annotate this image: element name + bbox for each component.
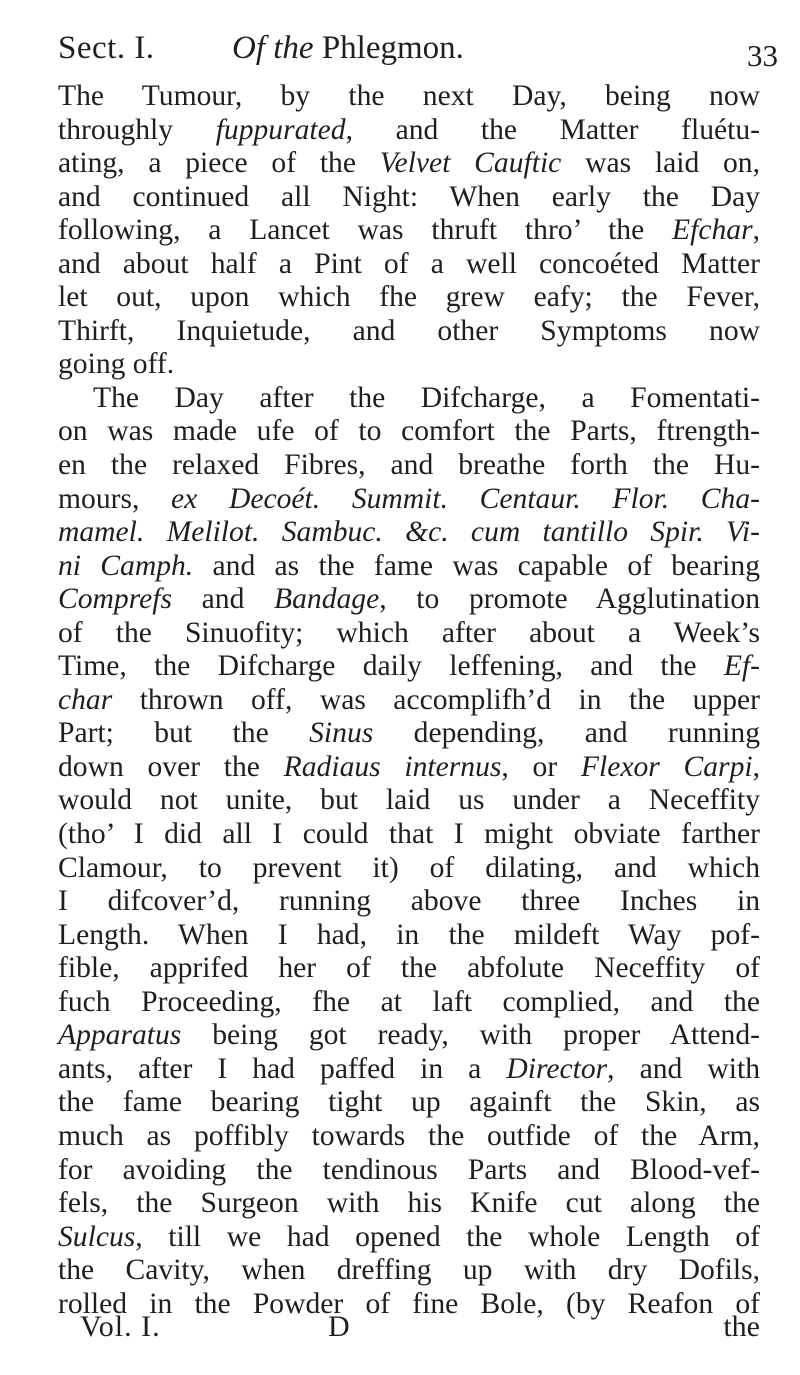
italic-text: Bandage bbox=[274, 583, 380, 616]
text-line bbox=[58, 784, 760, 818]
text-line bbox=[58, 1019, 760, 1053]
italic-text: mamel. Melilot. Sambuc. &c. cum tantillo Spir. Vi- bbox=[58, 516, 760, 549]
text-run: let out, upon which fhe grew eafy; the Fever, bbox=[58, 281, 760, 314]
italic-text: Director bbox=[506, 1052, 608, 1085]
text-run: and as the fame was capable of bearing bbox=[193, 549, 760, 582]
text-run: being got ready, with proper Attend- bbox=[181, 1019, 760, 1052]
text-run: the Cavity, when dreffing up with dry Dofils, bbox=[58, 1254, 760, 1287]
text-line bbox=[58, 516, 760, 550]
text-line bbox=[58, 1053, 760, 1087]
text-run: down over the bbox=[58, 750, 284, 783]
text-run: , and with bbox=[607, 1052, 760, 1085]
text-line bbox=[58, 717, 760, 751]
text-run: of the Sinuofity; which after about a Week’s bbox=[58, 616, 760, 649]
italic-text: Sinus bbox=[309, 717, 374, 750]
text-run: ants, after I had paffed in a bbox=[58, 1052, 507, 1085]
text-run: , and the Matter fluétu- bbox=[345, 113, 760, 146]
text-run: , bbox=[752, 750, 760, 783]
italic-text: Apparatus bbox=[58, 1019, 182, 1052]
text-line bbox=[58, 650, 760, 684]
text-run: en the relaxed Fibres, and breathe forth the Hu- bbox=[58, 449, 760, 482]
text-line bbox=[58, 919, 760, 953]
text-line bbox=[58, 684, 760, 718]
text-run: , bbox=[752, 214, 760, 247]
section-label: Sect. I. bbox=[58, 30, 155, 66]
text-run: would not unite, but laid us under a Neceffity bbox=[58, 784, 760, 817]
text-run: , or bbox=[501, 750, 581, 783]
text-run: depending, and running bbox=[373, 717, 760, 750]
text-line bbox=[58, 818, 760, 852]
running-head bbox=[58, 30, 778, 86]
italic-text: fuppurated bbox=[215, 113, 346, 146]
text-run: Length. When I had, in the mildeft Way pof- bbox=[58, 918, 760, 951]
text-line bbox=[58, 315, 760, 349]
italic-text: char bbox=[58, 683, 113, 716]
text-run: Part; but the bbox=[58, 717, 310, 750]
text-run: much as poffibly towards the outfide of the Arm, bbox=[58, 1119, 760, 1152]
text-line bbox=[58, 583, 760, 617]
text-line bbox=[58, 147, 760, 181]
italic-text: Radiaus internus bbox=[283, 750, 502, 783]
italic-text: ex Decoét. Summit. Centaur. Flor. Cha- bbox=[171, 482, 760, 515]
text-line bbox=[58, 1154, 760, 1188]
text-line bbox=[58, 248, 760, 282]
text-line bbox=[58, 415, 760, 449]
italic-text: ni Camph. bbox=[58, 549, 194, 582]
text-line bbox=[58, 449, 760, 483]
text-run: and bbox=[172, 583, 275, 616]
text-run: mours, bbox=[58, 482, 172, 515]
text-line bbox=[58, 80, 760, 114]
text-run: following, a Lancet was thruft thro’ the bbox=[58, 214, 673, 247]
text-line bbox=[58, 483, 760, 517]
catchword: the bbox=[723, 1310, 760, 1343]
text-run: on was made ufe of to comfort the Parts, ftrength- bbox=[58, 415, 760, 448]
text-line bbox=[58, 348, 760, 382]
text-run: Clamour, to prevent it) of dilating, and which bbox=[58, 851, 760, 884]
text-line bbox=[58, 550, 760, 584]
text-line bbox=[58, 617, 760, 651]
text-run: The Tumour, by the next Day, being now bbox=[58, 80, 760, 112]
text-line bbox=[58, 1187, 760, 1221]
text-run: rolled in the Powder of fine Bole, (by Reafon of bbox=[58, 1287, 760, 1320]
text-run: going off. bbox=[58, 348, 175, 381]
text-run: fible, apprifed her of the abfolute Neceffity of bbox=[58, 952, 760, 985]
text-line bbox=[58, 281, 760, 315]
text-run: fels, the Surgeon with his Knife cut along the bbox=[58, 1187, 760, 1220]
italic-text: Comprefs bbox=[58, 583, 172, 616]
italic-text: Efchar bbox=[672, 214, 753, 247]
text-line bbox=[58, 1254, 760, 1288]
page-number: 33 bbox=[747, 38, 778, 73]
text-run: for avoiding the tendinous Parts and Blood-vef- bbox=[58, 1153, 760, 1186]
text-line bbox=[58, 885, 760, 919]
running-title-prefix: Of the bbox=[232, 30, 314, 66]
text-run: the fame bearing tight up againft the Skin, as bbox=[58, 1086, 760, 1119]
text-line bbox=[58, 114, 760, 148]
text-line bbox=[58, 751, 760, 785]
text-line bbox=[58, 1120, 760, 1154]
text-line bbox=[58, 382, 760, 416]
text-run: (tho’ I did all I could that I might obviate farther bbox=[58, 818, 760, 851]
signature-letter: D bbox=[328, 1310, 350, 1343]
text-run: fuch Proceeding, fhe at laft complied, and the bbox=[58, 985, 760, 1018]
italic-text: Sulcus bbox=[58, 1220, 136, 1253]
text-line bbox=[58, 214, 760, 248]
italic-text: Flexor Carpi bbox=[580, 750, 753, 783]
text-run: thrown off, was accomplifh’d in the upper bbox=[112, 683, 760, 716]
text-line bbox=[58, 181, 760, 215]
text-line bbox=[58, 986, 760, 1020]
text-run: throughly bbox=[58, 113, 216, 146]
text-line bbox=[58, 1086, 760, 1120]
text-run: Thirft, Inquietude, and other Symptoms now bbox=[58, 314, 760, 347]
text-run: ating, a piece of the bbox=[58, 147, 380, 180]
text-line bbox=[58, 1221, 760, 1255]
text-run: was laid on, bbox=[561, 147, 760, 180]
text-run: , to promote Agglutination bbox=[379, 583, 761, 616]
signature-volume: Vol. I. bbox=[80, 1310, 161, 1343]
text-run: I difcover’d, running above three Inches in bbox=[58, 885, 760, 918]
text-run: and about half a Pint of a well concoéted Matter bbox=[58, 247, 760, 280]
text-line bbox=[58, 952, 760, 986]
page-footer bbox=[80, 1310, 760, 1350]
text-run: and continued all Night: When early the Day bbox=[58, 180, 760, 213]
text-line bbox=[58, 852, 760, 886]
text-run: , till we had opened the whole Length of bbox=[135, 1220, 760, 1253]
body-text bbox=[58, 80, 760, 1321]
italic-text: Velvet Cauftic bbox=[379, 147, 562, 180]
text-run: Time, the Difcharge daily leffening, and the bbox=[58, 650, 724, 683]
italic-text: Ef- bbox=[723, 650, 760, 683]
running-title bbox=[232, 30, 464, 67]
text-run: The Day after the Difcharge, a Fomentati- bbox=[93, 381, 760, 414]
running-title-main: Phlegmon. bbox=[321, 30, 464, 66]
